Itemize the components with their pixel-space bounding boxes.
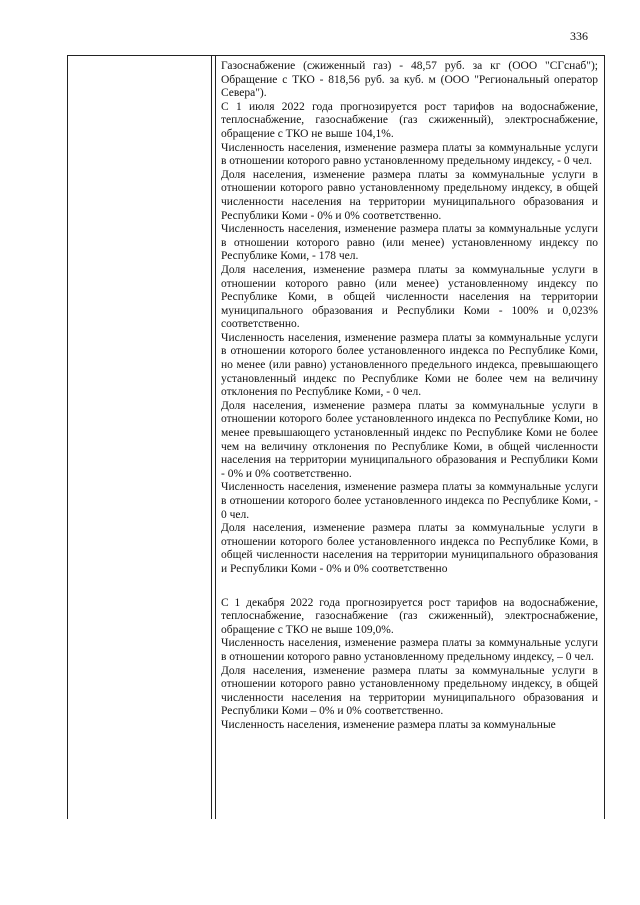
table-text-column [217,56,604,819]
paragraph-spacer [221,577,598,597]
paragraph: Газоснабжение (сжиженный газ) - 48,57 руб. за кг (ООО "СГснаб"); Обращение с ТКО - 818,56 руб. за куб. м (ООО "Региональный оператор Севера"). [221,60,598,100]
paragraph: Численность населения, изменение размера платы за коммунальные услуги в отношении которого более установленного индекса по Республике Коми, но менее (или равно) установленного предельного индекса, превышающего установленный индекс по Республике Коми не более чем на величину отклонения по Республике Коми, - 0 чел. [221,331,598,399]
paragraph: Доля населения, изменение размера платы за коммунальные услуги в отношении которого равно установленному предельному индексу, в общей численности населения на территории муниципального образования и Республики Коми – 0% и 0% соответственно. [221,664,598,718]
page-number: 336 [570,29,588,43]
paragraph: Доля населения, изменение размера платы за коммунальные услуги в отношении которого равно установленному предельному индексу, в общей численности населения на территории муниципального образования и Республики Коми - 0% и 0% соответственно. [221,168,598,222]
table-left-column [68,56,212,819]
paragraph: Численность населения, изменение размера платы за коммунальные услуги в отношении которого равно установленному предельному индексу, – 0 чел. [221,637,598,663]
paragraph: Численность населения, изменение размера платы за коммунальные услуги в отношении которого более установленного индекса по Республике Коми, - 0 чел. [221,481,598,521]
table-narrow-column [212,56,216,819]
paragraph: Доля населения, изменение размера платы за коммунальные услуги в отношении которого равно (или менее) установленному индексу по Республике Коми, в общей численности населения на территории муниципального образования и Республики Коми - 100% и 0,023% соответственно. [221,263,598,331]
paragraph: Численность населения, изменение размера платы за коммунальные услуги в отношении которого равно установленному предельному индексу, - 0 чел. [221,141,598,168]
paragraph: Численность населения, изменение размера платы за коммунальные услуги в отношении которого равно (или менее) установленному индексу по Республике Коми, - 178 чел. [221,223,598,263]
paragraph: Численность населения, изменение размера платы за коммунальные [221,718,556,731]
paragraph: Доля населения, изменение размера платы за коммунальные услуги в отношении которого более установленного индекса по Республике Коми, но менее превышающего установленный индекс по Республике Коми не более чем на величину отклонения по Республике Коми, в общей численности населения на территории муниципального образования и Республики Коми - 0% и 0% соответственно. [221,399,598,480]
document-table [67,55,605,819]
paragraph: С 1 декабря 2022 года прогнозируется рост тарифов на водоснабжение, теплоснабжение, газоснабжение (газ сжиженный), электроснабжение, обращение с ТКО не выше 109,0%. [221,596,598,636]
paragraph: С 1 июля 2022 года прогнозируется рост тарифов на водоснабжение, теплоснабжение, газоснабжение (газ сжиженный), электроснабжение, обращение с ТКО не выше 104,1%. [221,100,598,140]
paragraph: Доля населения, изменение размера платы за коммунальные услуги в отношении которого более установленного индекса по Республике Коми, в общей численности населения на территории муниципального образования и Республики Коми - 0% и 0% соответственно [221,522,598,575]
